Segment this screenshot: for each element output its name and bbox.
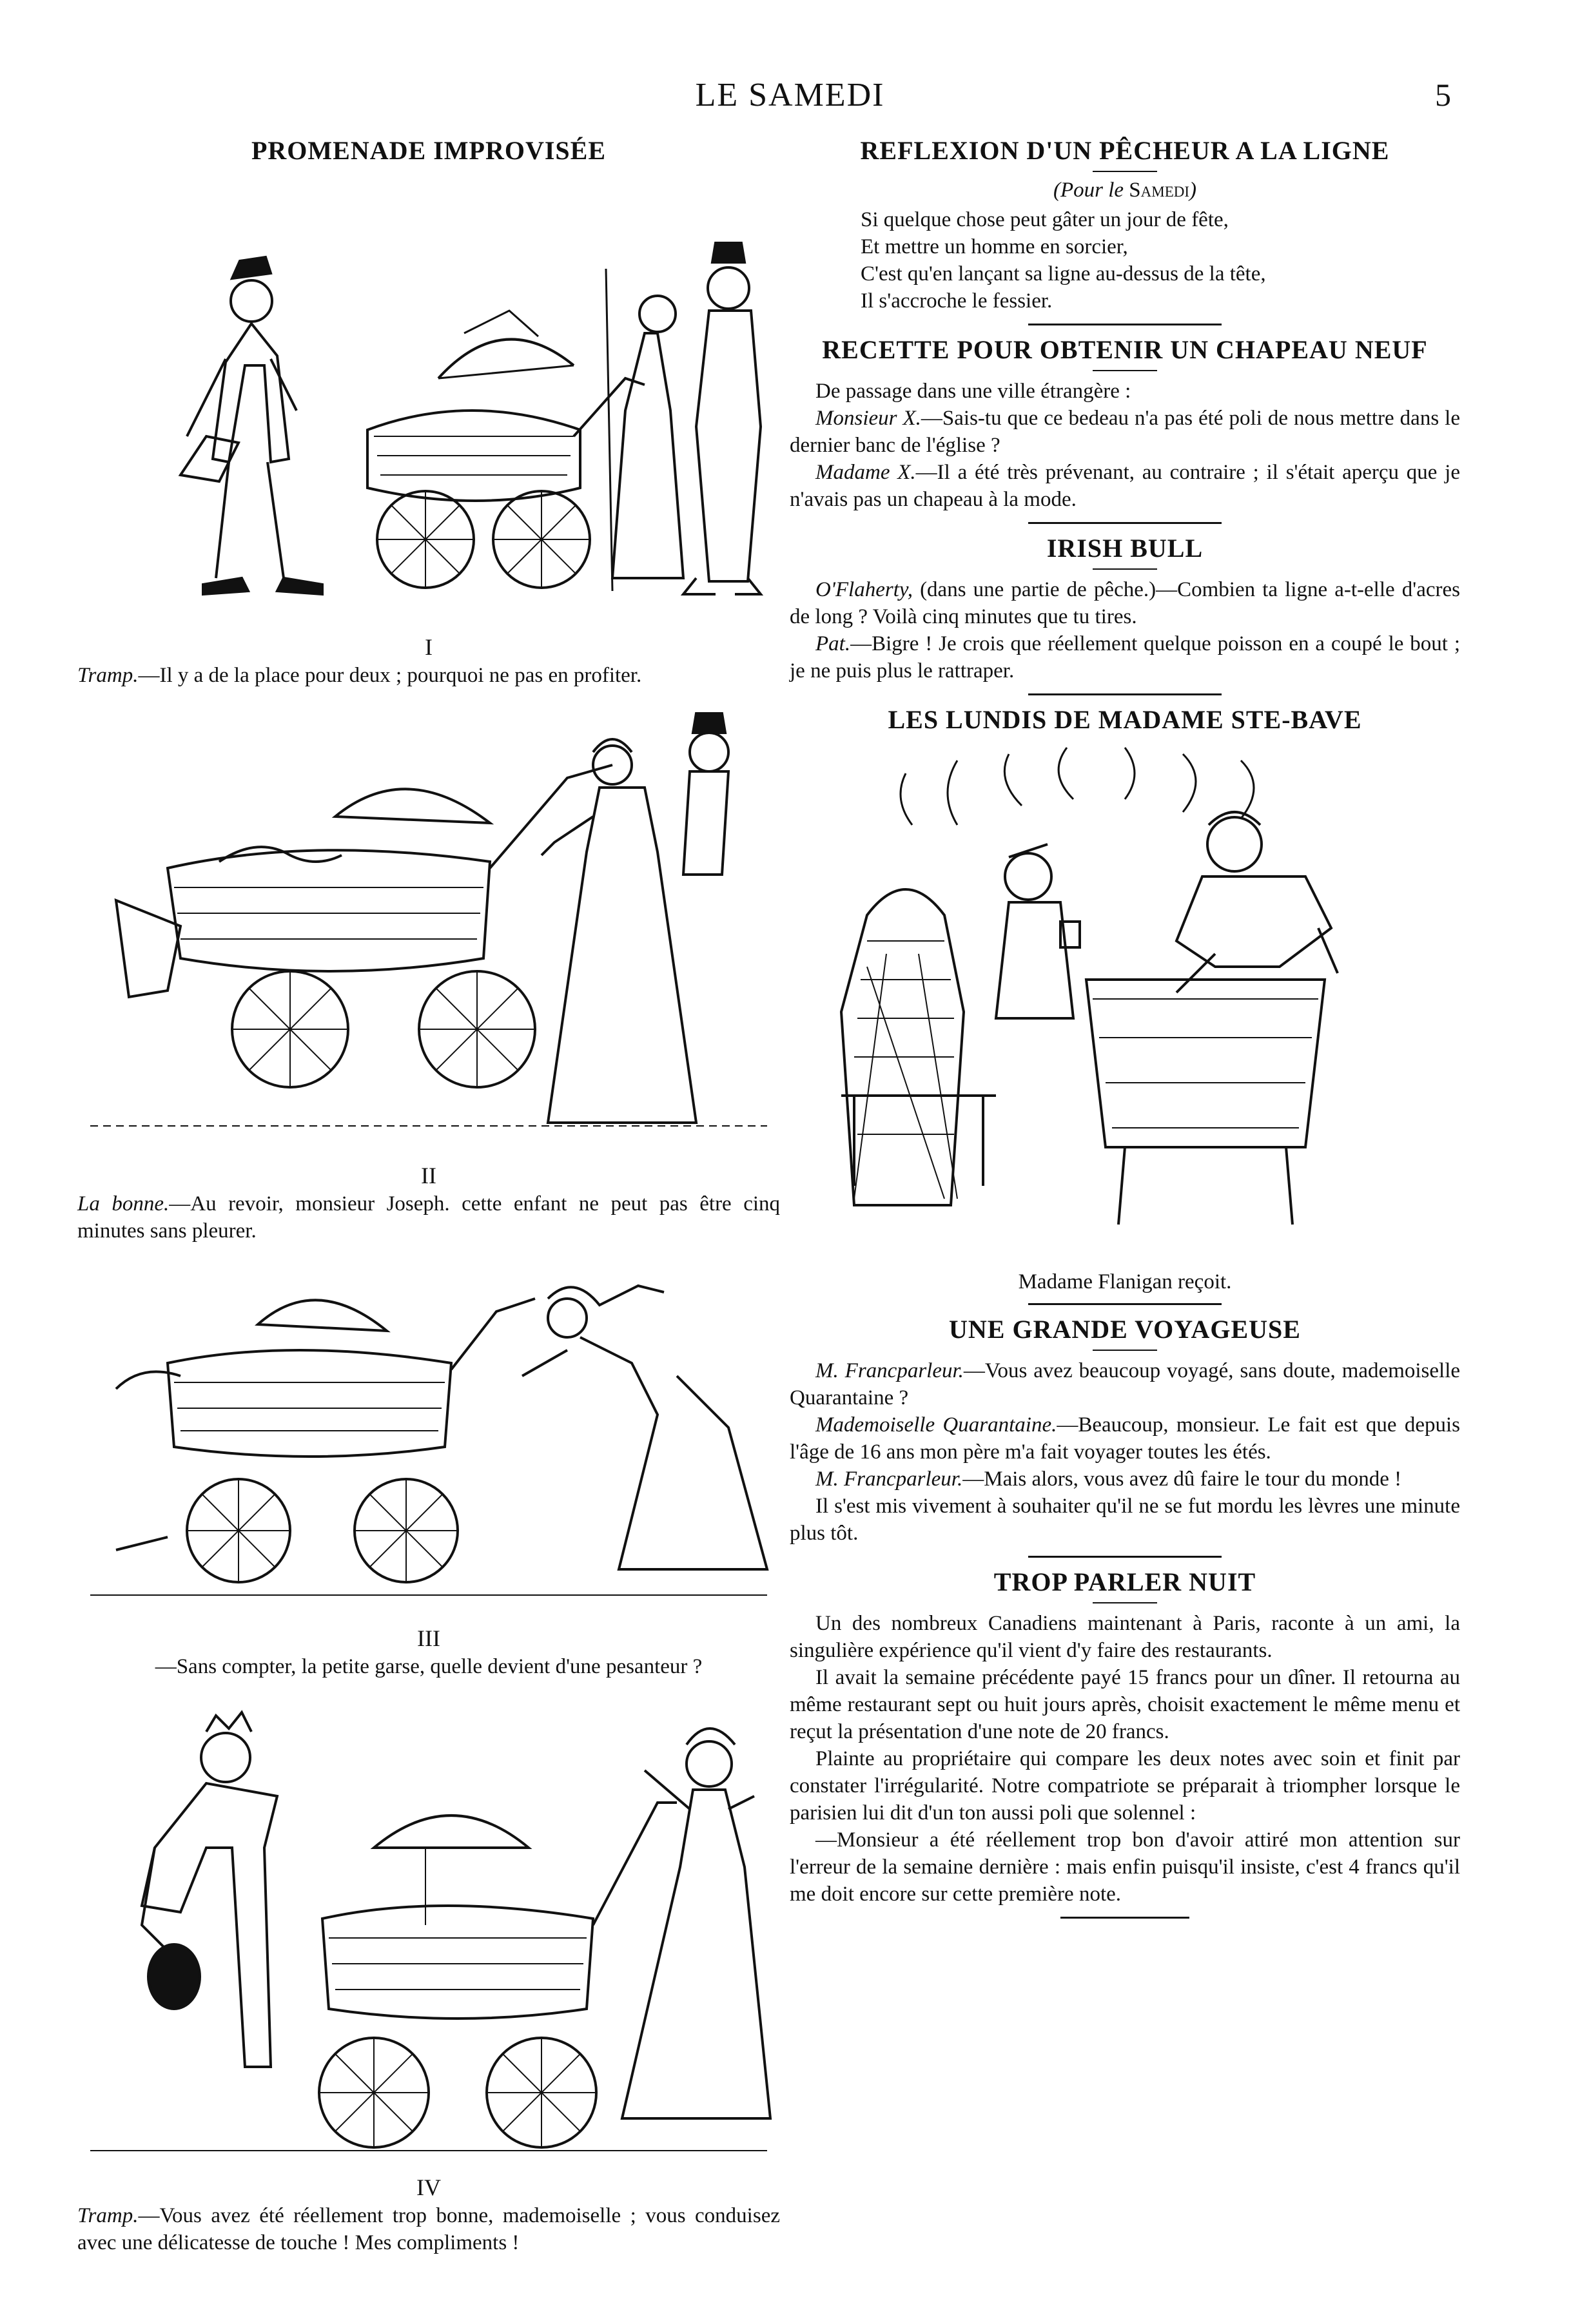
panel-4-text: —Vous avez été réellement trop bonne, mademoiselle ; vous conduisez avec une délicatesse de touche ! Mes compliments !: [77, 2204, 780, 2254]
voyageuse-conclusion: Il s'est mis vivement à souhaiter qu'il ne se fut mordu les lèvres une minute plus tôt.: [790, 1495, 1460, 1545]
panel-4-caption: [77, 2202, 780, 2256]
dialogue-text: —Beaucoup, monsieur. Le fait est que depuis l'âge de 16 ans mon père m'a fait voyager toutes les étés.: [790, 1413, 1460, 1464]
trop-title: TROP PARLER NUIT: [993, 1567, 1256, 1596]
comic-panel-2: [77, 707, 780, 1244]
trop-paragraph: —Monsieur a été réellement trop bon d'avoir attiré mon attention sur l'erreur de la semaine dernière : mais enfin puisqu'il insiste, c'est 4 francs qu'il me doit encore sur cette première note.: [790, 1828, 1460, 1906]
panel-2-illustration: [77, 707, 780, 1158]
speaker: Pat.: [815, 632, 851, 655]
poem-line: Et mettre un homme en sorcier,: [861, 235, 1128, 258]
panel-1-speaker: Tramp.: [77, 664, 139, 687]
masthead: [0, 76, 1580, 121]
voyageuse-dialogue-1: [790, 1357, 1460, 1411]
irish-dialogue-1: [790, 576, 1460, 630]
poem-line: Il s'accroche le fessier.: [861, 289, 1053, 313]
article-recette: [790, 334, 1460, 513]
article-irish-bull: [790, 533, 1460, 684]
panel-1-text: —Il y a de la place pour deux ; pourquoi ne pas en profiter.: [138, 664, 642, 687]
dialogue-text: —Mais alors, vous avez dû faire le tour du monde !: [962, 1467, 1402, 1491]
panel-4-speaker: Tramp.: [77, 2204, 139, 2227]
comic-column: [77, 135, 780, 2256]
panel-2-caption: [77, 1190, 780, 1244]
divider: [1093, 568, 1157, 570]
irish-title: IRISH BULL: [1046, 534, 1204, 563]
recette-title: RECETTE POUR OBTENIR UN CHAPEAU NEUF: [822, 335, 1428, 364]
comic-panel-4: [77, 1706, 780, 2256]
newspaper-title: LE SAMEDI: [695, 77, 885, 113]
voyageuse-title: UNE GRANDE VOYAGEUSE: [949, 1315, 1301, 1344]
speaker: Mademoiselle Quarantaine.: [815, 1413, 1057, 1437]
dialogue-text: —Bigre ! Je crois que réellement quelque poisson en a coupé le bout ; je ne puis plus le rattraper.: [790, 632, 1460, 683]
panel-1-illustration: [77, 166, 780, 630]
divider: [1093, 370, 1157, 371]
section-divider: [1028, 1303, 1222, 1305]
section-divider: [1060, 1917, 1189, 1919]
reflexion-byline: [790, 179, 1460, 202]
lundis-caption: Madame Flanigan reçoit.: [1018, 1270, 1232, 1293]
panel-3-text: —Sans compter, la petite garse, quelle devient d'une pesanteur ?: [155, 1655, 703, 1678]
byline-suffix: ): [1189, 179, 1197, 202]
divider: [1093, 171, 1157, 172]
irish-dialogue-2: [790, 630, 1460, 684]
panel-3-numeral: III: [417, 1625, 440, 1651]
poem-line: C'est qu'en lançant sa ligne au-dessus de la tête,: [861, 262, 1266, 286]
panel-4-numeral: IV: [416, 2174, 441, 2200]
section-divider: [1028, 522, 1222, 524]
panel-1-numeral: I: [425, 634, 433, 660]
panel-3-caption: [77, 1653, 780, 1680]
divider: [1093, 1602, 1157, 1603]
poem-line: Si quelque chose peut gâter un jour de fête,: [861, 208, 1229, 231]
panel-4-illustration: [77, 1706, 780, 2170]
voyageuse-dialogue-3: [790, 1466, 1460, 1493]
article-lundis: [790, 704, 1460, 1294]
comic-panel-1: [77, 166, 780, 689]
byline-prefix: (Pour le: [1053, 179, 1129, 202]
dialogue-text: —Vous avez beaucoup voyagé, sans doute, mademoiselle Quarantaine ?: [790, 1359, 1461, 1409]
section-divider: [1028, 1556, 1222, 1558]
speaker: M. Francparleur.: [815, 1467, 963, 1491]
comic-panel-3: [77, 1260, 780, 1680]
byline-paper: Samedi: [1129, 179, 1190, 202]
panel-2-text: —Au revoir, monsieur Joseph. cette enfant ne peut pas être cinq minutes sans pleurer.: [77, 1192, 781, 1243]
article-voyageuse: [790, 1314, 1460, 1547]
trop-paragraph: Un des nombreux Canadiens maintenant à Paris, raconte à un ami, la singulière expérience qu'il vient d'y faire des restaurants.: [790, 1612, 1460, 1662]
page-number: 5: [1435, 77, 1451, 113]
recette-dialogue-2: [790, 459, 1460, 513]
speaker: M. Francparleur.: [815, 1359, 964, 1382]
divider: [1093, 1350, 1157, 1351]
recette-intro: De passage dans une ville étrangère :: [815, 380, 1131, 403]
lundis-title: LES LUNDIS DE MADAME STE-BAVE: [888, 705, 1362, 734]
lundis-illustration: [790, 735, 1460, 1263]
dialogue-text: —Il a été très prévenant, au contraire ; il s'était aperçu que je n'avais pas un chapeau à la mode.: [790, 461, 1460, 511]
panel-2-numeral: II: [421, 1163, 436, 1188]
reflexion-title: REFLEXION D'UN PÊCHEUR A LA LIGNE: [860, 136, 1390, 165]
panel-1-caption: [77, 662, 780, 689]
trop-paragraph: Plainte au propriétaire qui compare les deux notes avec soin et finit par constater l'irrégularité. Notre compatriote se préparait à triompher lorsque le parisien lui dit d'un ton aussi poli que solennel :: [790, 1747, 1460, 1825]
speaker: Madame X.: [815, 461, 916, 484]
recette-dialogue-1: [790, 405, 1460, 459]
articles-column: [790, 135, 1460, 1928]
voyageuse-dialogue-2: [790, 1411, 1460, 1466]
section-divider: [1028, 693, 1222, 695]
comic-title: PROMENADE IMPROVISÉE: [251, 136, 607, 165]
article-reflexion: [790, 135, 1460, 315]
panel-2-speaker: La bonne.: [77, 1192, 170, 1215]
section-divider: [1028, 324, 1222, 325]
article-trop-parler: [790, 1567, 1460, 1908]
dialogue-text: (dans une partie de pêche.)—Combien ta ligne a-t-elle d'acres de long ? Voilà cinq minutes que tu tires.: [790, 578, 1460, 628]
trop-paragraph: Il avait la semaine précédente payé 15 francs pour un dîner. Il retourna au même restaurant sept ou huit jours après, choisit exactement le même menu et reçut la présentation d'une note de 20 francs.: [790, 1666, 1460, 1743]
speaker: Monsieur X.: [815, 407, 921, 430]
panel-3-illustration: [77, 1260, 780, 1621]
dialogue-text: —Sais-tu que ce bedeau n'a pas été poli de nous mettre dans le dernier banc de l'église ?: [790, 407, 1460, 457]
speaker: O'Flaherty,: [815, 578, 913, 601]
